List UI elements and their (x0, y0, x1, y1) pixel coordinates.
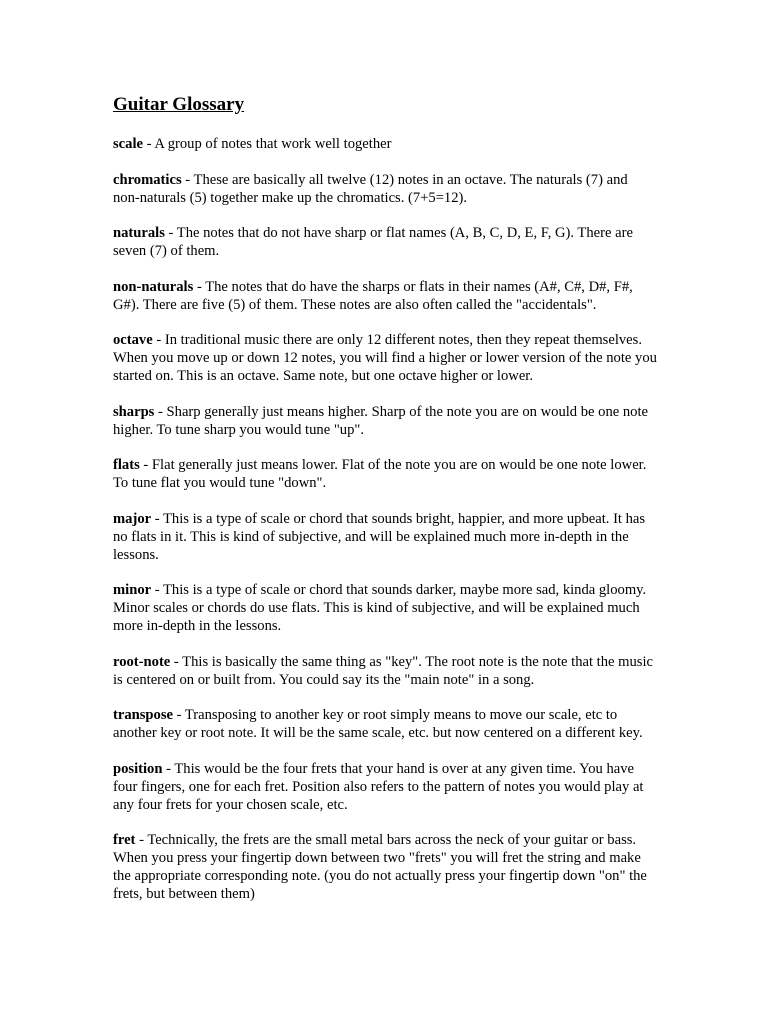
glossary-term: flats (113, 457, 140, 473)
glossary-term: octave (113, 332, 153, 348)
glossary-term: scale (113, 136, 143, 152)
glossary-term: chromatics (113, 171, 182, 188)
glossary-entry-chromatics (113, 171, 658, 207)
glossary-entry-non-naturals (113, 278, 658, 314)
document-page (113, 93, 658, 921)
glossary-entry-root-note (113, 653, 658, 689)
glossary-term: sharps (113, 403, 155, 420)
glossary-definition: - The notes that do not have sharp or flat names (A, B, C, D, E, F, G). There are seven (7) of them. (113, 225, 633, 259)
glossary-entry-octave (113, 331, 658, 385)
document-title: Guitar Glossary (113, 94, 245, 115)
glossary-term: fret (113, 832, 136, 848)
glossary-definition: - A group of notes that work well together (143, 136, 392, 152)
glossary-definition: - Transposing to another key or root simply means to move our scale, etc to another key or root note. It will be the same scale, etc. but now centered on a different key. (113, 707, 643, 741)
glossary-definition: - Flat generally just means lower. Flat of the note you are on would be one note lower. To tune flat you would tune "down". (113, 457, 647, 491)
glossary-entry-flats (113, 456, 658, 492)
glossary-term: naturals (113, 225, 165, 241)
glossary-term: position (113, 760, 163, 777)
glossary-term: non-naturals (113, 278, 194, 295)
glossary-entry-sharps (113, 403, 658, 439)
glossary-definition: - In traditional music there are only 12 different notes, then they repeat themselves. When you move up or down 12 notes, you will find a higher or lower version of the note you started on. This is an octave. Same note, but one octave higher or lower. (113, 332, 657, 384)
glossary-entry-position (113, 760, 658, 814)
glossary-entry-transpose (113, 706, 658, 742)
glossary-term: major (113, 510, 152, 527)
glossary-definition: - This is a type of scale or chord that sounds bright, happier, and more upbeat. It has no flats in it. This is kind of subjective, and will be explained much more in-depth in the lessons. (113, 510, 646, 563)
glossary-definition: - This would be the four frets that your hand is over at any given time. You have four fingers, one for each fret. Position also refers to the pattern of notes you would play at any four frets for your chosen scale, etc. (113, 760, 644, 813)
glossary-term: root-note (113, 653, 171, 670)
glossary-term: minor (113, 582, 152, 598)
glossary-definition: - Technically, the frets are the small metal bars across the neck of your guitar or bass. When you press your fingertip down between two "frets" you will fret the string and make the appropriate corresponding note. (you do not actually press your fingertip down "on" the frets, but between them) (113, 832, 647, 902)
glossary-entry-major (113, 510, 658, 564)
glossary-entry-minor (113, 581, 658, 635)
glossary-definition: - These are basically all twelve (12) notes in an octave. The naturals (7) and non-naturals (5) together make up the chromatics. (7+5=12). (113, 171, 628, 206)
glossary-term: transpose (113, 707, 173, 723)
glossary-definition: - Sharp generally just means higher. Sharp of the note you are on would be one note higher. To tune sharp you would tune "up". (113, 403, 649, 438)
glossary-entry-naturals (113, 224, 658, 260)
glossary-entry-fret (113, 831, 658, 903)
glossary-definition: - The notes that do have the sharps or flats in their names (A#, C#, D#, F#, G#). There are five (5) of them. These notes are also often called the "accidentals". (113, 278, 633, 313)
glossary-definition: - This is a type of scale or chord that sounds darker, maybe more sad, kinda gloomy. Minor scales or chords do use flats. This is kind of subjective, and will be explained much more in-depth in the lessons. (113, 582, 647, 634)
glossary-definition: - This is basically the same thing as "key". The root note is the note that the music is centered on or built from. You could say its the "main note" in a song. (113, 653, 654, 688)
glossary-entry-scale (113, 135, 658, 153)
